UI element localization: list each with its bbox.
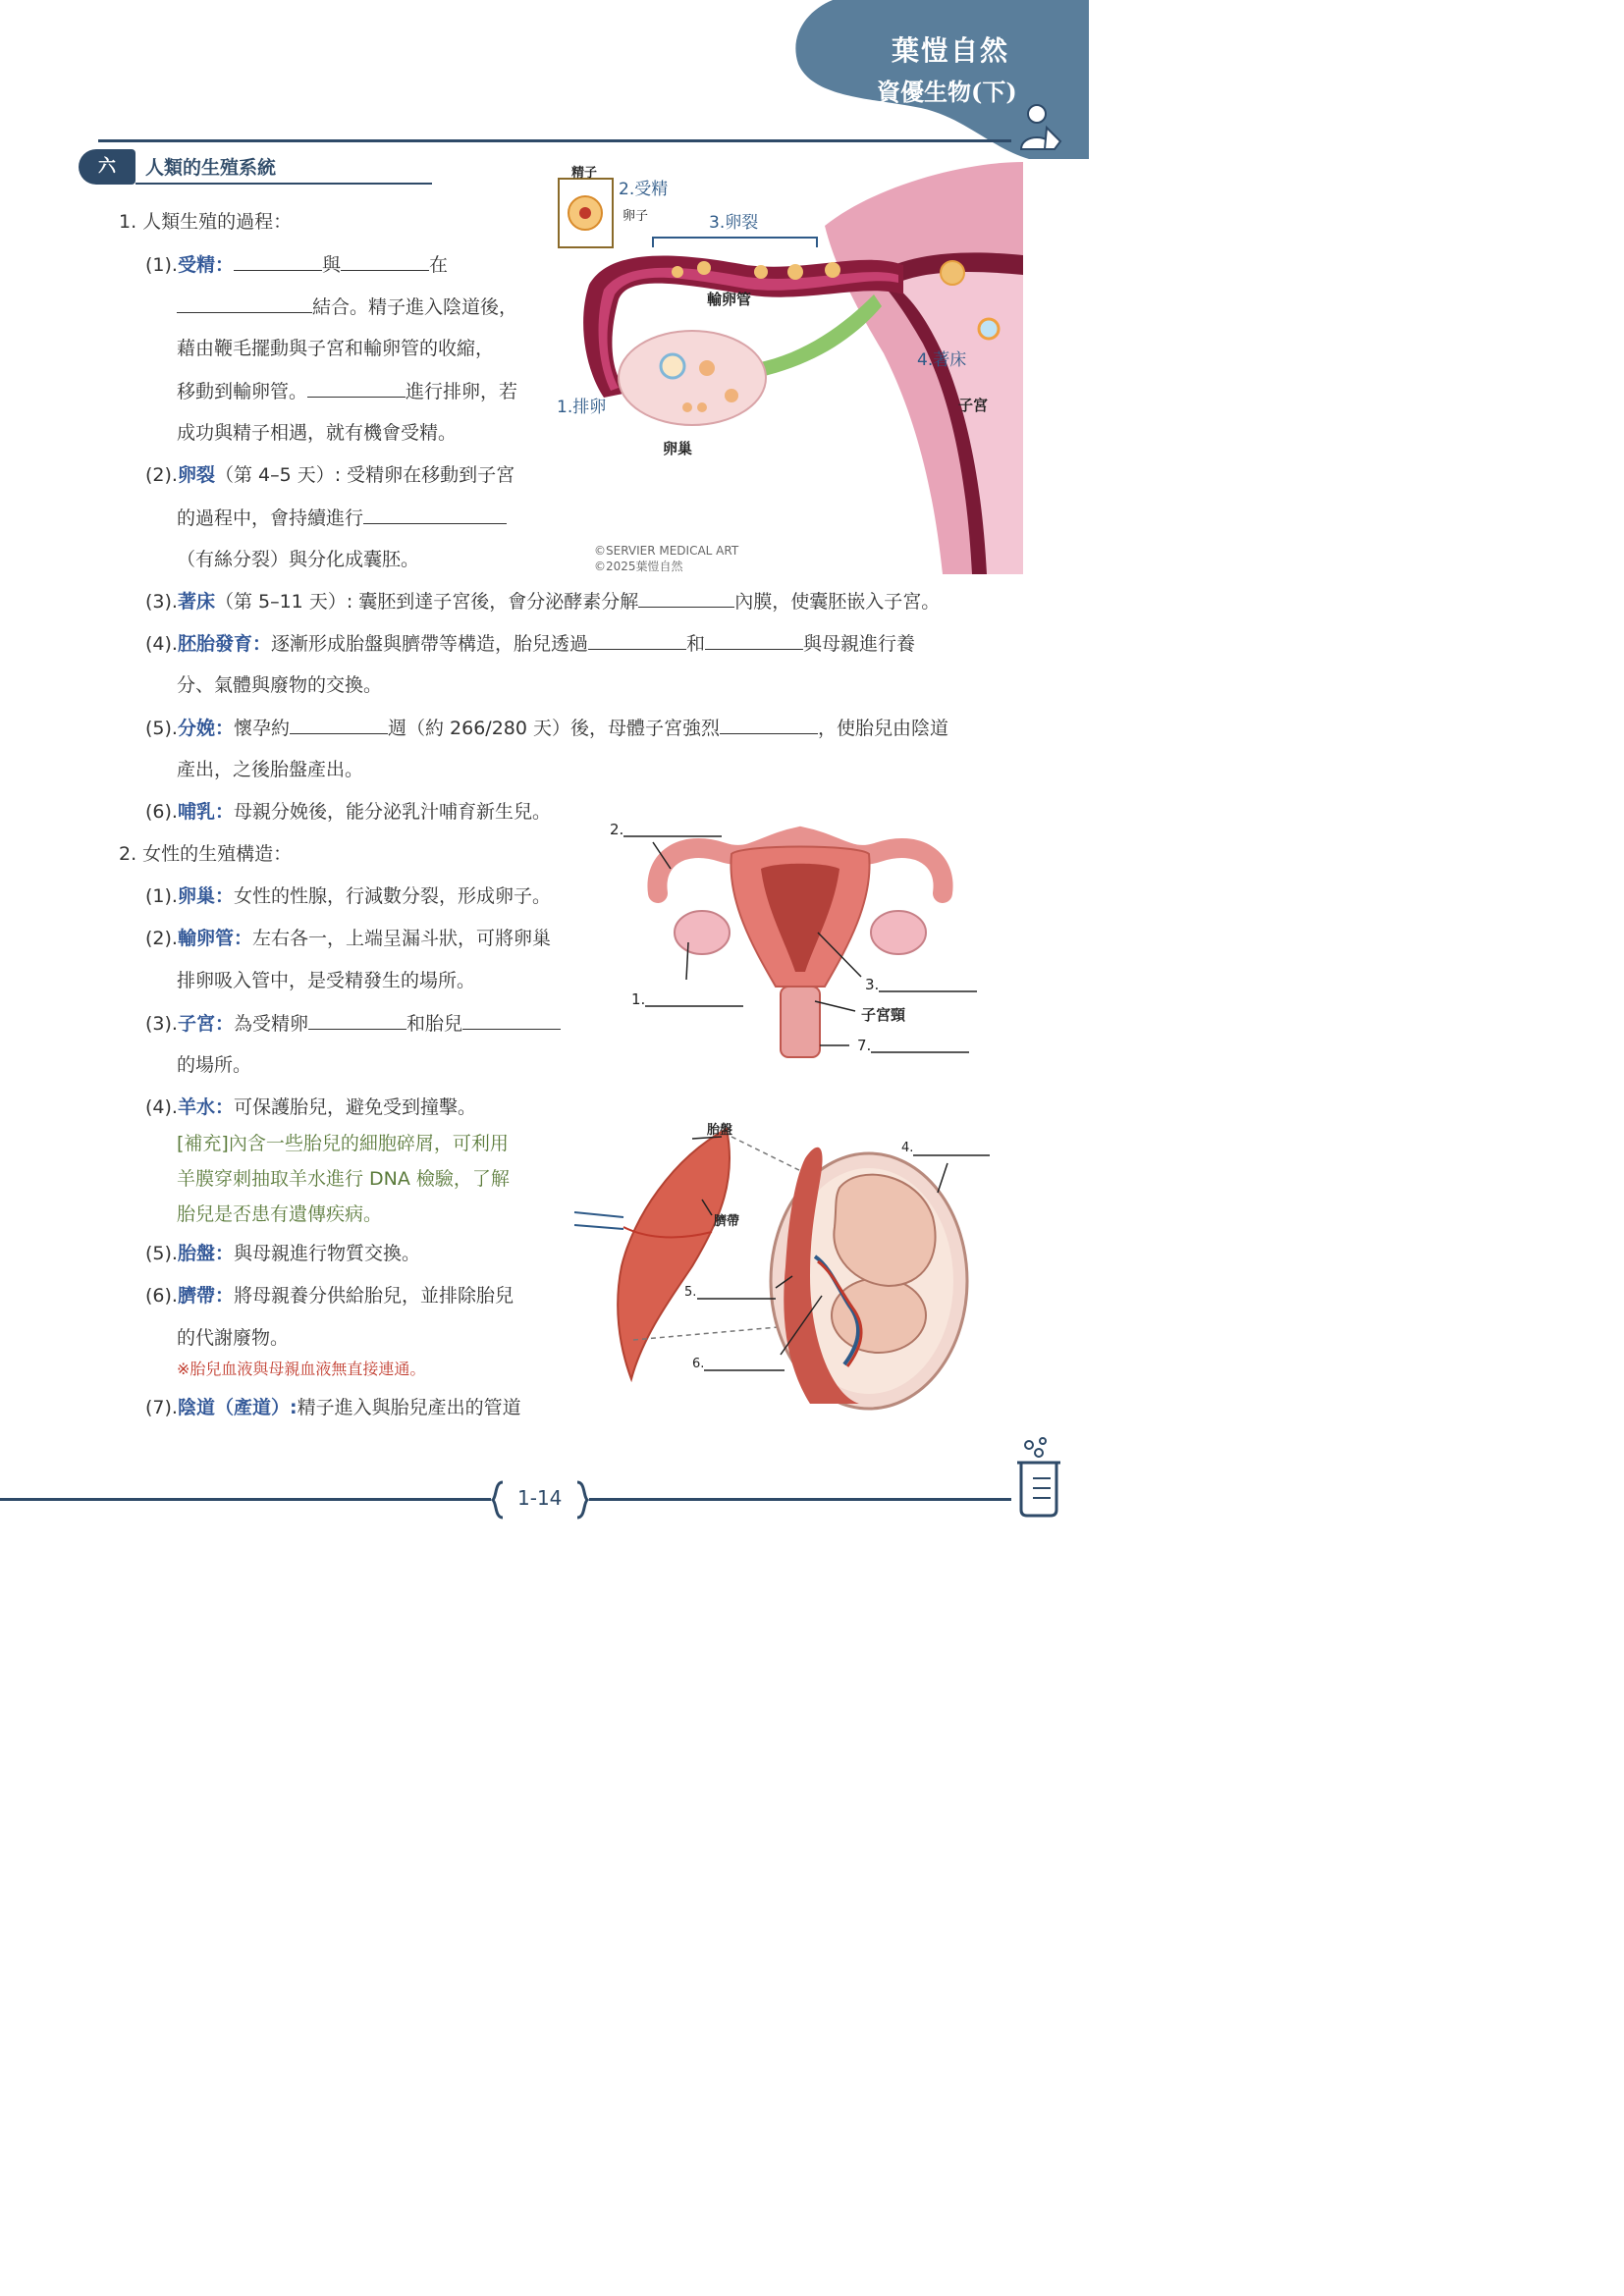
item-prefix: (7). xyxy=(145,1397,178,1418)
item-term: 著床 xyxy=(177,591,215,613)
item-prefix: (2). xyxy=(145,928,178,949)
footer-rule-left xyxy=(0,1498,491,1501)
text-fragment: 女性的性腺，行減數分裂，形成卵子。 xyxy=(233,885,551,907)
item-implantation xyxy=(145,589,940,614)
text-fragment: 在 xyxy=(428,254,448,276)
label-6: 6. xyxy=(692,1357,705,1371)
label-3: 3. xyxy=(865,976,880,993)
follicle xyxy=(699,360,715,376)
item-placenta xyxy=(145,1242,420,1265)
label-5: 5. xyxy=(684,1285,697,1300)
item-term: 卵巢： xyxy=(177,885,234,907)
item-term: 胎盤： xyxy=(177,1243,234,1264)
label-implantation: 4.著床 xyxy=(917,350,967,370)
label-cervix: 子宮頸 xyxy=(861,1006,906,1024)
item-vagina xyxy=(145,1396,521,1419)
text-fragment: 左右各一，上端呈漏斗狀，可將卵巢 xyxy=(251,928,551,949)
note-line: ※胎兒血液與母親血液無直接連通。 xyxy=(177,1360,426,1378)
answer-blank[interactable] xyxy=(290,716,388,734)
ovary-right xyxy=(871,911,926,954)
text-fragment: 與 xyxy=(321,254,341,276)
brand-name: 葉愷自然 xyxy=(892,34,1010,67)
zygote xyxy=(787,264,803,280)
item-line xyxy=(177,294,517,319)
item-line: 成功與精子相遇，就有機會受精。 xyxy=(177,422,458,444)
leader-line xyxy=(815,1001,855,1011)
text-fragment: 為受精卵 xyxy=(233,1013,308,1035)
item-prefix: (3). xyxy=(145,1013,178,1035)
text-fragment: 母親分娩後，能分泌乳汁哺育新生兒。 xyxy=(233,801,551,823)
text-fragment: 懷孕約 xyxy=(233,718,290,739)
text-fragment: 內膜，使囊胚嵌入子宮。 xyxy=(734,591,941,613)
text-fragment: ，使胎兒由陰道 xyxy=(818,718,949,739)
label-uterus: 子宮 xyxy=(958,397,989,414)
item-line: 分、氣體與廢物的交換。 xyxy=(177,674,383,696)
item-prefix: (6). xyxy=(145,801,178,823)
leader-line xyxy=(938,1163,947,1193)
item-term: 羊水： xyxy=(177,1096,234,1118)
item-term: 胚胎發育： xyxy=(177,633,271,655)
item-prefix: (2). xyxy=(145,464,178,486)
label-2: 2. xyxy=(610,821,624,838)
item-ovary xyxy=(145,884,551,908)
supplement-line: [補充]內含一些胎兒的細胞碎屑，可利用 xyxy=(177,1133,509,1154)
item-umbilical-cord xyxy=(145,1284,514,1308)
label-egg: 卵子 xyxy=(623,209,649,224)
section-number: 六 xyxy=(79,149,135,185)
female-anatomy-figure xyxy=(604,815,992,1065)
answer-blank[interactable] xyxy=(462,1011,561,1030)
answer-blank[interactable] xyxy=(705,631,803,650)
supplement-line: 胎兒是否患有遺傳疾病。 xyxy=(177,1203,383,1225)
text-fragment: 精子進入與胎兒產出的管道 xyxy=(297,1397,521,1418)
follicle xyxy=(682,402,692,412)
figure-credit: ©2025葉愷自然 xyxy=(594,560,683,573)
ovary-left xyxy=(675,911,730,954)
zygote xyxy=(672,266,683,278)
item-line xyxy=(177,506,507,530)
answer-blank[interactable] xyxy=(363,506,507,524)
section-title: 人類的生殖系統 xyxy=(145,157,277,179)
label-4: 4. xyxy=(901,1141,914,1155)
text-fragment: 和 xyxy=(685,633,705,655)
label-cleavage: 3.卵裂 xyxy=(709,213,759,233)
ovary-shape xyxy=(619,331,766,425)
text-fragment: 與母親進行物質交換。 xyxy=(233,1243,420,1264)
item-line: 的代謝廢物。 xyxy=(177,1327,290,1349)
beaker-icon xyxy=(1011,1435,1070,1518)
text-fragment: 進行排卵，若 xyxy=(406,381,518,402)
item-prefix: (4). xyxy=(145,633,178,655)
label-7: 7. xyxy=(857,1037,872,1054)
text-fragment: （第 4–5 天）: 受精卵在移動到子宮 xyxy=(214,464,515,486)
zygote xyxy=(697,261,711,275)
section-underline xyxy=(135,183,432,185)
blood-vessels xyxy=(574,1212,623,1229)
text-fragment: 與母親進行養 xyxy=(803,633,916,655)
blastocyst xyxy=(941,261,964,285)
follicle xyxy=(661,354,684,378)
item-development xyxy=(145,631,915,656)
item-term: 哺乳： xyxy=(177,801,234,823)
item-line xyxy=(177,379,517,403)
label-oviduct: 輸卵管 xyxy=(707,291,752,308)
item-prefix: (4). xyxy=(145,1096,178,1118)
text-fragment: 的過程中，會持續進行 xyxy=(177,507,364,529)
item-term: 臍帶： xyxy=(177,1285,234,1307)
header-rule xyxy=(98,139,1011,142)
follicle xyxy=(725,389,738,402)
answer-blank[interactable] xyxy=(638,589,734,608)
text-fragment: 可保護胎兒，避免受到撞擊。 xyxy=(233,1096,476,1118)
follicle xyxy=(697,402,707,412)
placenta-detail xyxy=(618,1129,730,1379)
label-umbilical-cord: 臍帶 xyxy=(714,1214,740,1229)
item-prefix: (6). xyxy=(145,1285,178,1307)
part2-heading: 2. 女性的生殖構造： xyxy=(119,843,293,865)
item-cleavage xyxy=(145,463,514,487)
answer-blank[interactable] xyxy=(720,716,818,734)
figure-credit: ©SERVIER MEDICAL ART xyxy=(594,544,739,558)
item-fertilization xyxy=(145,252,448,277)
part1-heading: 1. 人類生殖的過程： xyxy=(119,211,293,233)
text-fragment: 和胎兒 xyxy=(406,1013,462,1035)
item-line: 排卵吸入管中，是受精發生的場所。 xyxy=(177,970,476,991)
answer-blank[interactable] xyxy=(234,252,322,271)
label-sperm: 精子 xyxy=(571,166,598,181)
item-prefix: (5). xyxy=(145,1243,178,1264)
footer-rule-right xyxy=(589,1498,1011,1501)
text-fragment: 移動到輸卵管。 xyxy=(177,381,308,402)
item-prefix: (1). xyxy=(145,885,178,907)
label-ovulation: 1.排卵 xyxy=(557,398,607,417)
item-delivery xyxy=(145,716,948,740)
answer-blank[interactable] xyxy=(588,631,686,650)
zygote xyxy=(754,265,768,279)
item-uterus xyxy=(145,1011,561,1036)
page-number: 1-14 xyxy=(517,1486,563,1510)
answer-blank[interactable] xyxy=(308,1011,406,1030)
item-prefix: (1). xyxy=(145,254,178,276)
book-subtitle: 資優生物(下) xyxy=(877,78,1017,106)
fetus-head xyxy=(832,1278,926,1353)
item-term: 卵裂 xyxy=(177,464,215,486)
item-prefix: (3). xyxy=(145,591,178,613)
item-line: 的場所。 xyxy=(177,1054,252,1076)
answer-blank[interactable] xyxy=(177,294,312,313)
zoom-line xyxy=(633,1325,800,1340)
item-lactation xyxy=(145,800,551,824)
label-placenta: 胎盤 xyxy=(707,1123,733,1138)
text-fragment: （第 5–11 天）: 囊胚到達子宮後，會分泌酵素分解 xyxy=(214,591,639,613)
text-fragment: 將母親養分供給胎兒，並排除胎兒 xyxy=(233,1285,514,1307)
item-term: 子宮： xyxy=(177,1013,234,1035)
reproduction-process-figure xyxy=(550,157,1023,574)
item-prefix: (5). xyxy=(145,718,178,739)
item-term: 受精： xyxy=(177,254,234,276)
text-fragment: 週（約 266/280 天）後，母體子宮強烈 xyxy=(387,718,720,739)
text-fragment: 逐漸形成胎盤與臍帶等構造，胎兒透過 xyxy=(270,633,588,655)
fetus-figure xyxy=(565,1119,997,1418)
label-fertilization: 2.受精 xyxy=(619,180,669,199)
item-line: 藉由鞭毛擺動與子宮和輸卵管的收縮， xyxy=(177,338,495,359)
item-term: 輸卵管： xyxy=(177,928,252,949)
vagina xyxy=(781,987,820,1057)
supplement-line: 羊膜穿刺抽取羊水進行 DNA 檢驗，了解 xyxy=(177,1168,510,1190)
item-term: 陰道（產道）: xyxy=(177,1397,298,1418)
implanting-blastocyst xyxy=(979,319,999,339)
egg-nucleus xyxy=(579,207,591,219)
item-amniotic-fluid xyxy=(145,1095,476,1119)
answer-blank[interactable] xyxy=(307,379,406,398)
item-line: （有絲分裂）與分化成囊胚。 xyxy=(177,549,420,570)
item-line: 產出，之後胎盤產出。 xyxy=(177,759,364,780)
item-oviduct xyxy=(145,927,551,950)
zygote xyxy=(825,262,840,278)
text-fragment: 結合。精子進入陰道後， xyxy=(312,296,518,318)
label-1: 1. xyxy=(631,990,646,1008)
label-ovary: 卵巢 xyxy=(663,440,693,457)
answer-blank[interactable] xyxy=(341,252,429,271)
item-term: 分娩： xyxy=(177,718,234,739)
